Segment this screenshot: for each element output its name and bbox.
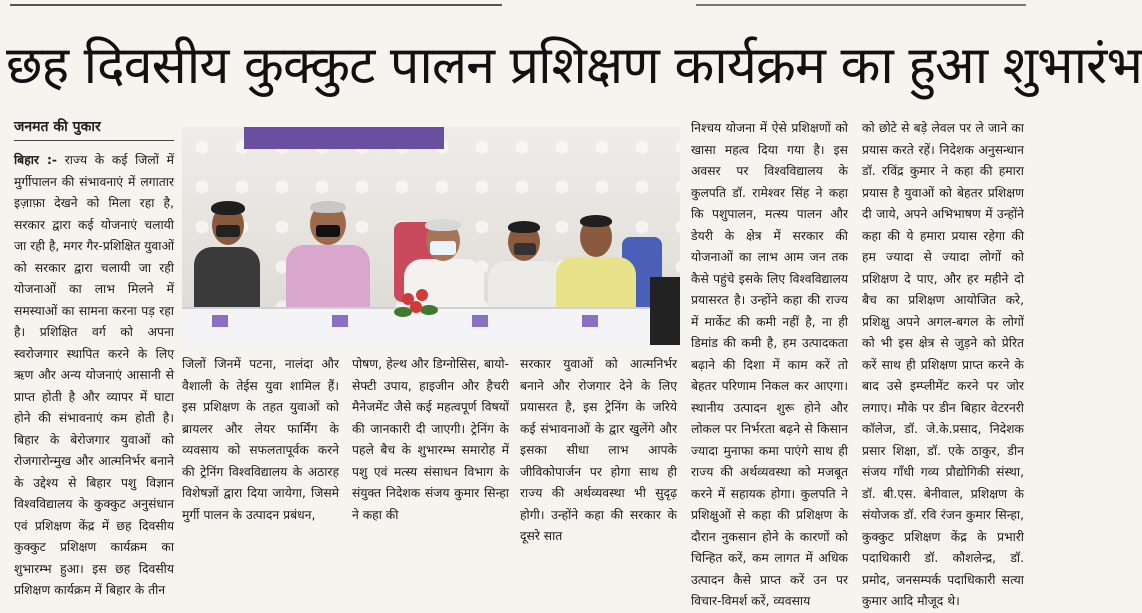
flower-bouquet [392, 285, 442, 325]
nameplate [472, 315, 488, 327]
article-column-5: निश्चय योजना में ऐसे प्रशिक्षणों को खासा महत्व दिया गया है। इस अवसर पर विश्वविद्यालय के कुलपति डॉ. रामेश्वर सिंह ने कहा कि पशुपालन, मत्स्य पालन और डेयरी के क्षेत्र में सरकार की योजनाओं का लाभ आम जन तक कैसे पहुंचे इसके लिए विश्वविद्यालय प्रयासरत है। उन्होंने कहा की राज्य में मार्केट की कमी नहीं है, ना ही डिमांड की कमी है, हम उत्पादकता बढ़ाने की दिशा में काम करें तो बेहतर परिणाम निकल कर आएगा। स्थानीय उत्पादन शुरू होने और लोकल पर निर्भरता बढ़ने से किसान ज्यादा मुनाफा कमा पाएंगे साथ ही राज्य की अर्थव्यवस्था को मजबूत करने में सहायक होगा। कुलपति ने प्रशिक्षुओं से कहा की प्रशिक्षण के दौरान नुकसान होने के कारणों को चिन्हित करें, कम लागत में अधिक उत्पादन कैसे प्राप्त करें उन पर विचार-विमर्श करें, व्यवसाय [691, 121, 848, 608]
article-column-6: को छोटे से बड़े लेवल पर ले जाने का प्रयास करते रहें। निदेशक अनुसन्धान डॉ. रविंद्र कुमार ने कहा की हमारा प्रयास है युवाओं को बेहतर प्रशिक्षण दी जाये, अपने अभिभाषण में उन्होंने कहा की ये हमारा प्रयास रहेगा की हम ज्यादा से ज्यादा लोगों को प्रशिक्षण दे पाए, और हर महीने दो बैच का प्रशिक्षण आयोजित करे, प्रशिक्षु अपने अगल-बगल के लोगों को भी इस क्षेत्र से जुड़ने को प्रेरित करें साथ ही प्रशिक्षण प्राप्त करने के बाद उसे इम्प्लीमेंट करने पर जोर लगाए। मौके पर डीन बिहार वेटरनरी कॉलेज, डॉ. जे.के.प्रसाद, निदेशक प्रसार शिक्षा, डॉ. एके ठाकुर, डीन संजय गाँधी गव्य प्रौद्योगिकी संस्था, डॉ. बी.एस. बेनीवाल, प्रशिक्षण के संयोजक डॉ. रवि रंजन कुमार सिन्हा, कुक्कुट प्रशिक्षण केंद्र के प्रभारी पदाधिकारी डॉ. कौशलेन्द्र, डॉ. प्रमोद, जनसम्पर्क पदाधिकारी सत्या कुमार आदि मौजूद थे। [862, 121, 1024, 608]
top-divider-left [10, 4, 502, 6]
photo-banner [244, 127, 444, 149]
nameplate [582, 315, 598, 327]
foreground-shadow [650, 277, 680, 345]
byline: जनमत की पुकार [14, 119, 101, 135]
article-column-2: जिलों जिनमें पटना, नालंदा और वैशाली के तेईस युवा शामिल हैं। इस प्रशिक्षण के तहत युवाओं को ब्रायलर और लेयर फार्मिंग के व्यवसाय को सफलतापूर्वक करने की ट्रेनिंग विश्वविद्यालय के अठारह विशेषज्ञों द्वारा दिया जायेगा, जिसमे मुर्गी पालन के उत्पादन प्रबंधन, [182, 357, 339, 522]
headline: छह दिवसीय कुक्कुट पालन प्रशिक्षण कार्यक्रम का हुआ शुभारंभ [6, 36, 1142, 96]
article-column-4: सरकार युवाओं को आत्मनिर्भर बनाने और रोजगार देने के लिए प्रयासरत है, इस ट्रेनिंग के जरिये कई संभावनाओं के द्वार खुलेंगे और इसका सीधा लाभ आपके जीविकोपार्जन पर होगा साथ ही राज्य की अर्थव्यवस्था भी सुदृढ़ होगी। उन्होंने कहा की सरकार के दूसरे सात [520, 357, 677, 543]
event-photo [182, 127, 680, 345]
nameplate [212, 315, 228, 327]
top-divider-right [696, 4, 1026, 6]
article-text-1: राज्य के कई जिलों में मुर्गीपालन की संभावनाएं में लगातार इज़ाफ़ा देखने को मिला रहा है, सरकार द्वारा कई योजनाएं चलायी जा रही है, मगर गैर-प्रशिक्षित युवाओं को सरकार द्वारा चलायी जा रही योजनाओं का लाभ मिलने में समस्याओं का सामना करना पड़ रहा है। प्रशिक्षित वर्ग को अपना स्वरोजगार स्थापित करने के लिए ऋण और अन्य योजनाएं आसानी से प्राप्त होती है और व्यापर में घाटा होने की संभावनाएं कम होती है। बिहार के बेरोजगार युवाओं को रोजगारोन्मुख और आत्मनिर्भर बनाने के उद्देश्य से बिहार पशु विज्ञान विश्वविद्यालय के कुक्कुट अनुसंधान एवं प्रशिक्षण केंद्र में छह दिवसीय कुक्कुट प्रशिक्षण कार्यक्रम का शुभारम्भ हुआ। इस छह दिवसीय प्रशिक्षण कार्यक्रम में बिहार के तीन [14, 153, 175, 597]
article-column-1 [14, 150, 175, 597]
article-column-3: पोषण, हेल्थ और डिग्नोसिस, बायो-सेफ्टी उपाय, हाइजीन और हैचरी मैनेजमेंट जैसे कई महत्वपूर्ण विषयों की जानकारी दी जाएगी। ट्रेनिंग के पहले बैच के शुभारम्भ समारोह में पशु एवं मत्स्य संसाधन विभाग के संयुक्त निदेशक संजय कुमार सिन्हा ने कहा की [352, 357, 509, 522]
byline-divider [14, 140, 174, 141]
nameplate [332, 315, 348, 327]
dateline: बिहार :- [14, 153, 58, 167]
